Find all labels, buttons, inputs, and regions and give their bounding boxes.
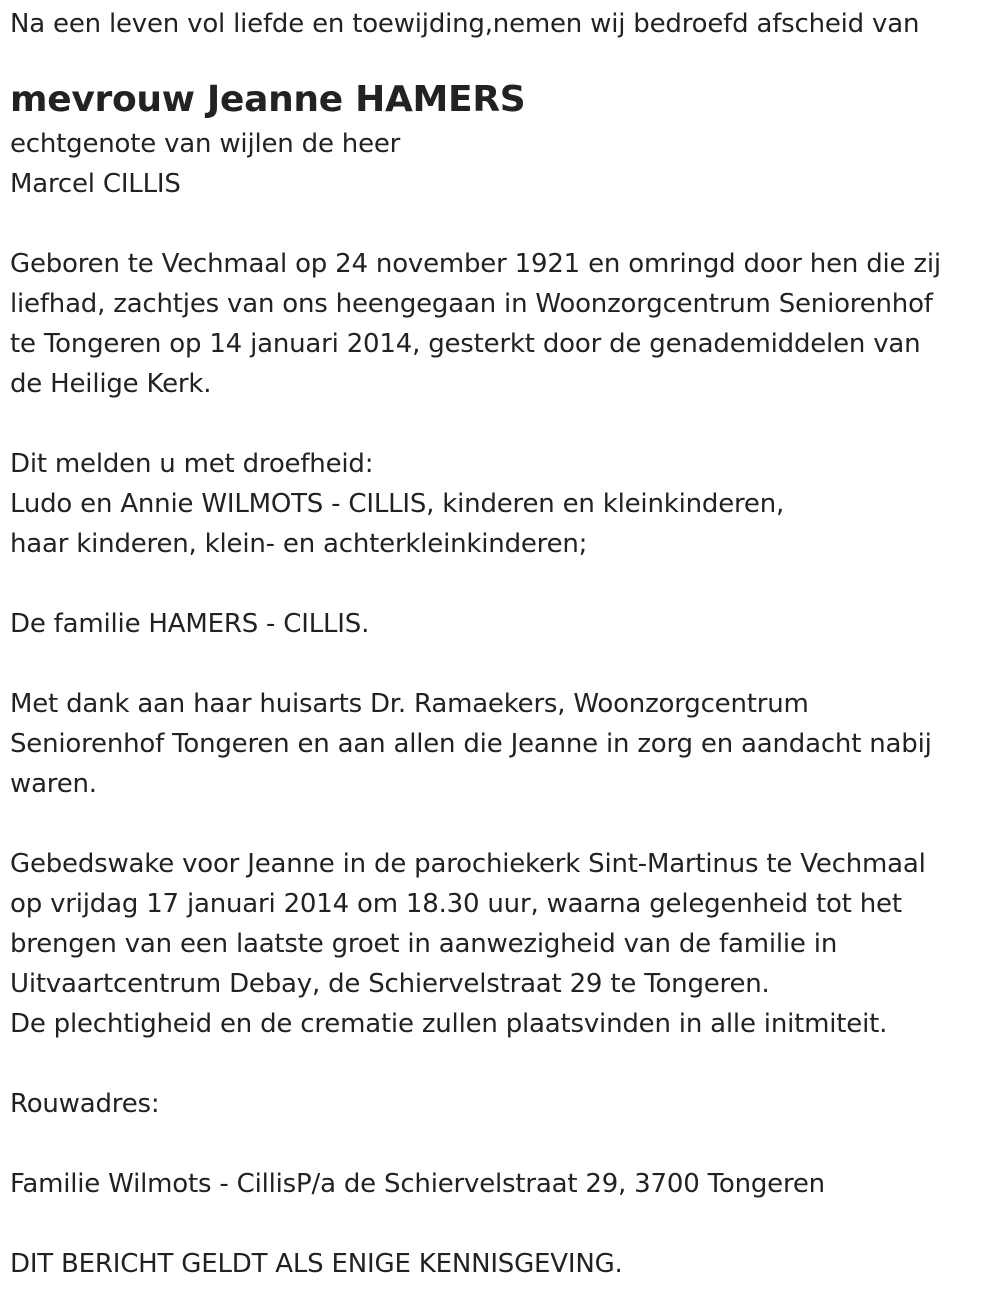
spacer <box>10 204 995 244</box>
spacer <box>10 564 995 604</box>
spouse-line-2: Marcel CILLIS <box>10 169 181 199</box>
mourning-address: Familie Wilmots - CillisP/a de Schiervelstraat 29, 3700 Tongeren <box>10 1169 825 1199</box>
spouse-line-1: echtgenote van wijlen de heer <box>10 129 401 159</box>
paragraph-line: op vrijdag 17 januari 2014 om 18.30 uur, waarna gelegenheid tot het <box>10 889 902 919</box>
intro-text: Na een leven vol liefde en toewijding,nemen wij bedroefd afscheid van <box>10 9 920 39</box>
obituary-notice <box>10 0 995 1284</box>
paragraph-line: Seniorenhof Tongeren en aan allen die Jeanne in zorg en aandacht nabij <box>10 729 932 759</box>
spacer <box>10 404 995 444</box>
paragraph-line: Met dank aan haar huisarts Dr. Ramaekers, Woonzorgcentrum <box>10 689 809 719</box>
paragraph-line: De plechtigheid en de crematie zullen plaatsvinden in alle initmiteit. <box>10 1009 888 1039</box>
notice-footer: DIT BERICHT GELDT ALS ENIGE KENNISGEVING. <box>10 1249 623 1279</box>
paragraph-line: waren. <box>10 769 97 799</box>
birth-death-paragraph <box>10 244 995 404</box>
paragraph-line: Ludo en Annie WILMOTS - CILLIS, kinderen en kleinkinderen, <box>10 489 785 519</box>
paragraph-line: Uitvaartcentrum Debay, de Schiervelstraat 29 te Tongeren. <box>10 969 770 999</box>
wake-paragraph <box>10 844 995 1044</box>
paragraph-line: liefhad, zachtjes van ons heengegaan in Woonzorgcentrum Seniorenhof <box>10 289 933 319</box>
announcers-paragraph <box>10 444 995 564</box>
thanks-paragraph <box>10 684 995 804</box>
paragraph-line: Geboren te Vechmaal op 24 november 1921 en omringd door hen die zij <box>10 249 941 279</box>
spacer <box>10 1204 995 1244</box>
deceased-name: mevrouw Jeanne HAMERS <box>10 79 526 120</box>
paragraph-line: haar kinderen, klein- en achterkleinkinderen; <box>10 529 588 559</box>
mourning-address-label: Rouwadres: <box>10 1089 160 1119</box>
spacer <box>10 804 995 844</box>
spacer <box>10 1044 995 1084</box>
paragraph-line: Dit melden u met droefheid: <box>10 449 374 479</box>
paragraph-line: brengen van een laatste groet in aanwezigheid van de familie in <box>10 929 838 959</box>
paragraph-line: Gebedswake voor Jeanne in de parochiekerk Sint-Martinus te Vechmaal <box>10 849 926 879</box>
paragraph-line: te Tongeren op 14 januari 2014, gesterkt door de genademiddelen van <box>10 329 921 359</box>
spacer <box>10 1124 995 1164</box>
spacer <box>10 644 995 684</box>
family-line: De familie HAMERS - CILLIS. <box>10 609 370 639</box>
paragraph-line: de Heilige Kerk. <box>10 369 212 399</box>
